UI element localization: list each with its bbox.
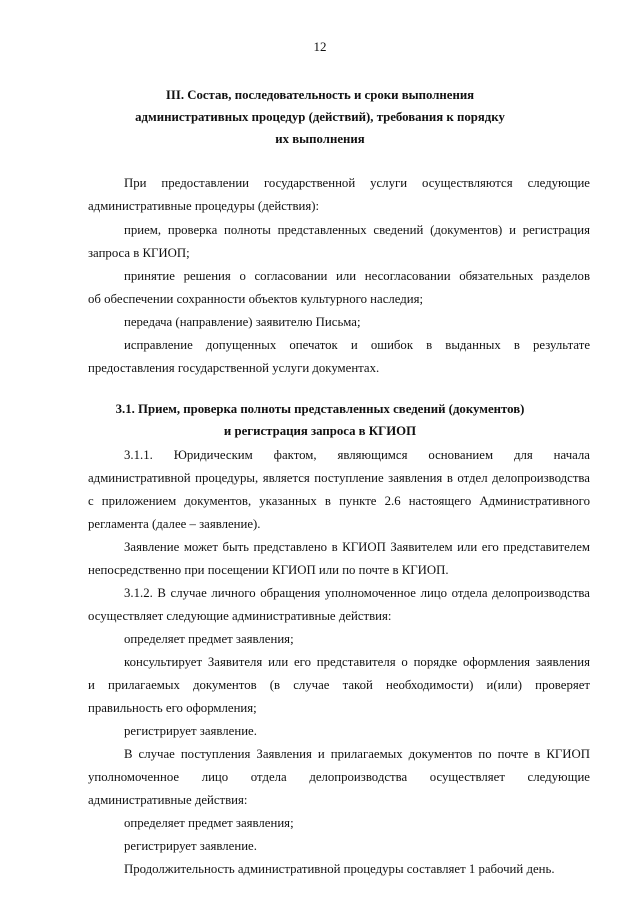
- page-number: 12: [313, 39, 327, 54]
- p311-line-2: административной процедуры, является поступление заявления в отдел делопроизводства: [88, 471, 590, 485]
- mail-item-1: определяет предмет заявления;: [124, 816, 294, 830]
- p312-line-1: 3.1.2. В случае личного обращения уполномоченное лицо отдела делопроизводства: [124, 586, 590, 600]
- p-mail-line-3: административные действия:: [88, 793, 248, 807]
- action-item-2-line-3: правильность его оформления;: [88, 701, 257, 715]
- intro-p2-line-2: запроса в КГИОП;: [88, 246, 190, 260]
- intro-p1-line-2: административные процедуры (действия):: [88, 199, 320, 213]
- action-item-2-line-2: и прилагаемых документов (в случае такой необходимости) и(или) проверяет: [88, 678, 590, 692]
- mail-item-2: регистрирует заявление.: [124, 839, 257, 853]
- action-item-2-line-1: консультирует Заявителя или его представителя о порядке оформления заявления: [124, 655, 590, 669]
- p311-line-4: регламента (далее – заявление).: [88, 517, 261, 531]
- intro-p4: передача (направление) заявителю Письма;: [124, 315, 361, 329]
- p311-line-3: с приложением документов, указанных в пункте 2.6 настоящего Административного: [88, 494, 590, 508]
- intro-p5-line-2: предоставления государственной услуги документах.: [88, 361, 380, 375]
- action-item-3: регистрирует заявление.: [124, 724, 257, 738]
- duration-text: Продолжительность административной процедуры составляет 1 рабочий день.: [124, 862, 555, 876]
- action-item-1: определяет предмет заявления;: [124, 632, 294, 646]
- intro-p1-line-1: При предоставлении государственной услуги осуществляются следующие: [124, 176, 590, 190]
- intro-p2-line-1: прием, проверка полноты представленных сведений (документов) и регистрация: [124, 223, 590, 237]
- p-mail-line-1: В случае поступления Заявления и прилагаемых документов по почте в КГИОП: [124, 747, 590, 761]
- section-title-line-3: их выполнения: [275, 132, 365, 146]
- intro-p5-line-1: исправление допущенных опечаток и ошибок в выданных в результате: [124, 338, 590, 352]
- subsection-title-line-2: и регистрация запроса в КГИОП: [223, 424, 417, 438]
- p312-line-2: осуществляет следующие административные действия:: [88, 609, 392, 623]
- subsection-title-line-1: 3.1. Прием, проверка полноты представленных сведений (документов): [115, 402, 525, 416]
- intro-p3-line-2: об обеспечении сохранности объектов культурного наследия;: [88, 292, 424, 306]
- p-mail-line-2: уполномоченное лицо отдела делопроизводства осуществляет следующие: [88, 770, 590, 784]
- p311-line-1: 3.1.1. Юридическим фактом, являющимся основанием для начала: [124, 448, 590, 462]
- section-title-line-2: административных процедур (действий), требования к порядку: [135, 110, 505, 124]
- section-title-line-1: III. Состав, последовательность и сроки выполнения: [165, 88, 475, 102]
- p-submit-line-2: непосредственно при посещении КГИОП или по почте в КГИОП.: [88, 563, 449, 577]
- intro-p3-line-1: принятие решения о согласовании или несогласовании обязательных разделов: [124, 269, 590, 283]
- p-submit-line-1: Заявление может быть представлено в КГИОП Заявителем или его представителем: [124, 540, 590, 554]
